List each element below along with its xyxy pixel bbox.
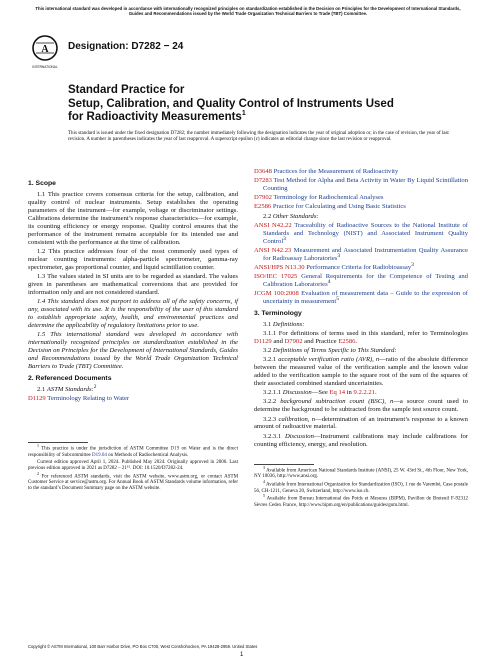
- title-line-2: Setup, Calibration, and Quality Control of Instruments Used: [68, 97, 394, 110]
- discussion-calibration: 3.2.3.1 Discussion—Instrument calibrations may include calibrations for counting efficiency, energy, and resolution.: [254, 432, 469, 448]
- definitions-label: 3.1 Definitions:: [263, 320, 305, 328]
- copyright-line: Copyright © ASTM International, 100 Barr Harbor Drive, PO Box C700, West Conshohocken, PA 19428-2959. United States: [28, 644, 258, 649]
- astm-logo-icon: [30, 34, 60, 70]
- definition-calibration: 3.2.3 calibration, n—determination of an instrument’s response to a known amount of radioactive material.: [254, 415, 468, 431]
- footnote-1-edition: Current edition approved April 1, 2024. Published May 2024. Originally approved in 2006. Last previous edition approved in 2021 as D7282 – 21ᴱ¹. DOI: 10.1520/D7282-24.: [28, 460, 238, 472]
- page-number: 1: [240, 652, 244, 658]
- reference-item[interactable]: D7902 Terminology for Radiochemical Analyses: [254, 194, 384, 202]
- title-line-1: Standard Practice for: [68, 84, 185, 96]
- other-reference-item[interactable]: ANSI N42.22 Traceability of Radioactive Sources to the National Institute of Standards and Technology (NIST) and Associated Instrument Quality Control$^3$: [254, 221, 468, 245]
- right-footnotes: [254, 464, 469, 509]
- footnote-1: $^1$ This practice is under the jurisdiction of ASTM Committee D19 on Water and is the direct responsibility of Subcommittee D19.04 on Methods of Radiochemical Analysis.: [28, 442, 238, 458]
- scope-heading: 1. Scope: [28, 180, 56, 187]
- scope-paragraph-2: 1.2 This practice addresses four of the most commonly used types of nuclear counting instruments: alpha-particle spectrometer, gamma-ray spectrometer, gas proportional counter, and liquid scintillation counter.: [28, 247, 238, 271]
- other-reference-item[interactable]: ANSI/HPS N13.30 Performance Criteria for Radiobioassay$^3$: [254, 261, 414, 271]
- svg-text:A: A: [41, 44, 49, 55]
- definition-3-1-1: 3.1.1 For definitions of terms used in this standard, refer to Terminologies D1129 and D7902 and Practice E2586.: [254, 330, 468, 345]
- standardization-notice: This international standard was developed in accordance with internationally recognized principles on standardization established in the Decision on Principles for the Development of International Standards, Guides and Recommendations issued by the World Trade Organization Technical Barriers to Trade (TBT) Committee.: [35, 6, 461, 17]
- definition-bsc: 3.2.2 background subtraction count (BSC), n—a source count used to determine the background to be subtracted from the sample test source count.: [254, 398, 468, 414]
- referenced-documents-heading: 2. Referenced Documents: [28, 374, 112, 382]
- reference-item[interactable]: D7283 Test Method for Alpha and Beta Activity in Water By Liquid Scintillation Counting: [254, 177, 469, 193]
- document-title: [68, 84, 448, 125]
- discussion-avr: 3.2.1.1 Discussion—See Eq 14 in 9.2.2.21.: [263, 389, 377, 397]
- footnote-2: $^2$ For referenced ASTM standards, visit the ASTM website, www.astm.org, or contact ASTM Customer Service at service@astm.org. For Annual Book of ASTM Standards volume information, refer to the standard’s Document Summary page on the ASTM website.: [28, 470, 239, 492]
- title-footnote-ref[interactable]: 1: [241, 110, 246, 118]
- specific-definitions-label: 3.2 Definitions of Terms Specific to This Standard:: [263, 347, 397, 355]
- designation: Designation: D7282 − 24: [68, 41, 184, 52]
- reference-item[interactable]: E2586 Practice for Calculating and Using Basic Statistics: [254, 203, 406, 211]
- left-column: [28, 176, 238, 494]
- scope-paragraph-5: 1.5 This international standard was developed in accordance with internationally recognized principles on standardization established in the Decision on Principles for the Development of International Standards, Guides and Recommendations issued by the World Trade Organization Technical Barriers to Trade (TBT) Committee.: [28, 330, 238, 370]
- other-standards-label: 2.2 Other Standards:: [263, 212, 319, 220]
- scope-paragraph-4: 1.4 This standard does not purport to address all of the safety concerns, if any, associated with its use. It is the responsibility of the user of this standard to establish appropriate safety, health, and environmental practices and determine the applicability of regulatory limitations prior to use.: [28, 297, 238, 329]
- footnote-5: $^5$ Available from Bureau International des Poids et Mesures (BIPM), Pavillon de Breteuil F-92312 Sèvres Cedex France, http://www.bipm.org/en/publications/guides/gum.html.: [254, 493, 469, 508]
- reference-item[interactable]: D3648 Practices for the Measurement of Radioactivity: [254, 168, 399, 175]
- astm-standards-label: 2.1 ASTM Standards:$^2$: [37, 383, 97, 393]
- logo-text: INTERNATIONAL: [32, 65, 58, 69]
- scope-paragraph-1: 1.1 This practice covers consensus criteria for the setup, calibration, and quality control of nuclear instruments. Setup establishes the operating parameters of the instrument—for example, voltage or discriminator settings. Calibrations determine the instrument’s response characteristics—for example, its counting efficiency or energy response. Quality control ensures that the performance of the instrument remains acceptable for its intended use and consistent with the performance at the time of calibration.: [28, 190, 238, 246]
- definition-avr: 3.2.1 acceptable verification ratio (AVR), n—ratio of the absolute difference between the measured value of the verification sample and the known value added to the verification sample to the square root of the sum of the squares of their associated combined standard uncertainties.: [254, 356, 468, 388]
- reference-list-continued: [254, 168, 468, 306]
- terminology-heading: 3. Terminology: [254, 309, 302, 317]
- designation-note: This standard is issued under the fixed designation D7282; the number immediately following the designation indicates the year of original adoption or, in the case of revision, the year of last revision. A number in parentheses indicates the year of last reapproval. A superscript epsilon (ε) indicates an editorial change since the last revision or reapproval.: [68, 131, 449, 143]
- footnote-4: $^4$ Available from International Organization for Standardization (ISO), 1 rue de Varembé, Case postale 56, CH-1211, Geneva 20, Switzerland, http://www.iso.ch.: [254, 478, 468, 494]
- other-reference-item[interactable]: JCGM 100:2008 Evaluation of measurement data – Guide to the expression of uncertainty in measurement$^5$: [254, 290, 468, 305]
- other-reference-item[interactable]: ANSI N42.23 Measurement and Associated Instrumentation Quality Assurance for Radioassay Laboratories$^3$: [254, 246, 468, 262]
- footnote-3: $^3$ Available from American National Standards Institute (ANSI), 25 W. 43rd St., 4th Floor, New York, NY 10036, http://www.ansi.org.: [254, 464, 468, 480]
- right-column: [254, 168, 468, 510]
- reference-item[interactable]: D1129 Terminology Relating to Water: [28, 394, 130, 402]
- title-line-3: for Radioactivity Measurements$^1$: [68, 110, 246, 123]
- other-reference-item[interactable]: ISO/IEC 17025 General Requirements for the Competence of Testing and Calibration Laboratories$^4$: [254, 272, 468, 288]
- scope-paragraph-3: 1.3 The values stated in SI units are to be regarded as standard. The values given in parentheses are mathematical conversions that are provided for information only and are not considered standard.: [28, 272, 238, 296]
- left-footnotes: [28, 442, 239, 492]
